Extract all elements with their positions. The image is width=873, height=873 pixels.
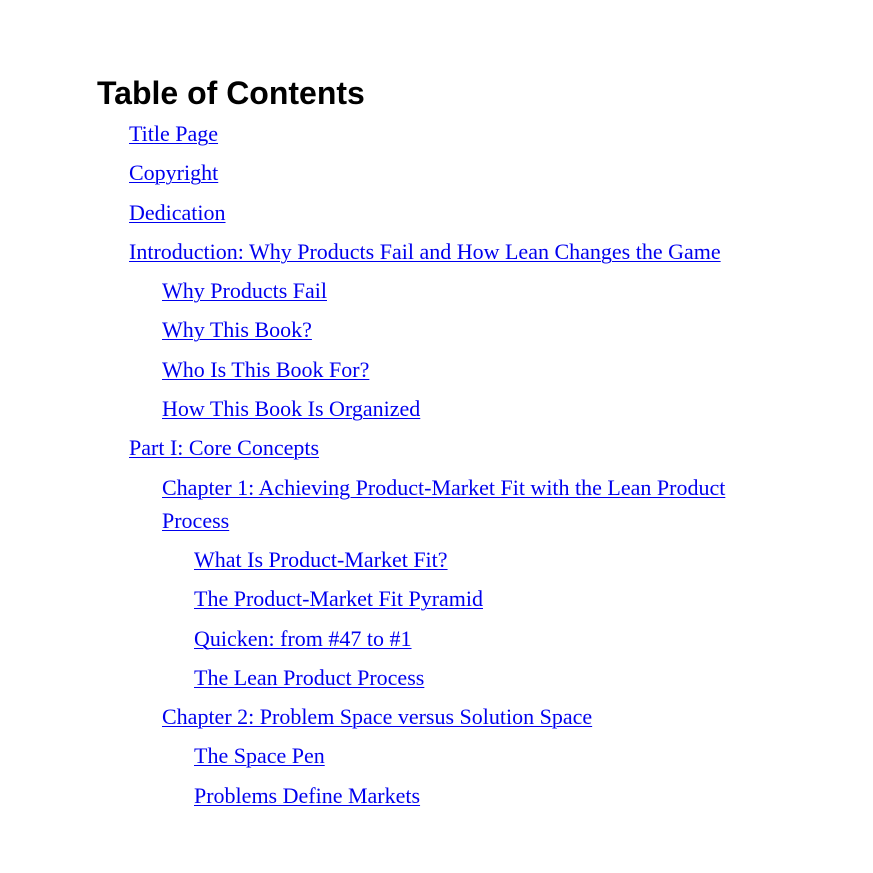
toc-link-pmf-pyramid[interactable]: The Product-Market Fit Pyramid xyxy=(194,586,484,612)
toc-item-copyright xyxy=(97,156,797,189)
toc-item-introduction xyxy=(97,235,797,268)
toc-page xyxy=(97,74,797,818)
toc-link-what-is-pmf[interactable]: What Is Product-Market Fit? xyxy=(194,546,448,572)
toc-item-space-pen xyxy=(97,739,797,772)
toc-item-what-is-pmf xyxy=(97,543,797,576)
toc-item-chapter-2 xyxy=(97,700,797,733)
toc-link-chapter-2[interactable]: Chapter 2: Problem Space versus Solution Space xyxy=(162,704,593,730)
toc-item-pmf-pyramid xyxy=(97,582,797,615)
toc-link-why-products-fail[interactable]: Why Products Fail xyxy=(162,278,327,304)
toc-link-copyright[interactable]: Copyright xyxy=(129,160,219,186)
toc-link-space-pen[interactable]: The Space Pen xyxy=(194,743,325,769)
toc-link-introduction[interactable]: Introduction: Why Products Fail and How Lean Changes the Game xyxy=(129,238,721,264)
toc-link-quicken[interactable]: Quicken: from #47 to #1 xyxy=(194,625,412,651)
toc-link-part-1[interactable]: Part I: Core Concepts xyxy=(129,435,320,461)
toc-item-who-is-this-book-for xyxy=(97,353,797,386)
toc-link-how-this-book-is-organized[interactable]: How This Book Is Organized xyxy=(162,396,421,422)
toc-item-title-page xyxy=(97,117,797,150)
toc-title: Table of Contents xyxy=(97,75,365,111)
toc-item-why-products-fail xyxy=(97,274,797,307)
toc-link-chapter-1[interactable]: Chapter 1: Achieving Product-Market Fit with the Lean Product Process xyxy=(162,474,726,533)
toc-item-how-this-book-is-organized xyxy=(97,392,797,425)
toc-item-chapter-1 xyxy=(97,471,782,537)
toc-item-quicken xyxy=(97,622,797,655)
toc-link-title-page[interactable]: Title Page xyxy=(129,121,219,146)
toc-link-problems-define-markets[interactable]: Problems Define Markets xyxy=(194,782,421,808)
toc-item-part-1 xyxy=(97,431,797,464)
toc-link-dedication[interactable]: Dedication xyxy=(129,199,226,225)
toc-list xyxy=(97,117,797,812)
toc-link-why-this-book[interactable]: Why This Book? xyxy=(162,317,312,343)
toc-item-dedication xyxy=(97,196,797,229)
toc-item-lean-product-process xyxy=(97,661,797,694)
toc-item-problems-define-markets xyxy=(97,779,797,812)
toc-link-who-is-this-book-for[interactable]: Who Is This Book For? xyxy=(162,356,370,382)
toc-link-lean-product-process[interactable]: The Lean Product Process xyxy=(194,664,425,690)
toc-item-why-this-book xyxy=(97,313,797,346)
